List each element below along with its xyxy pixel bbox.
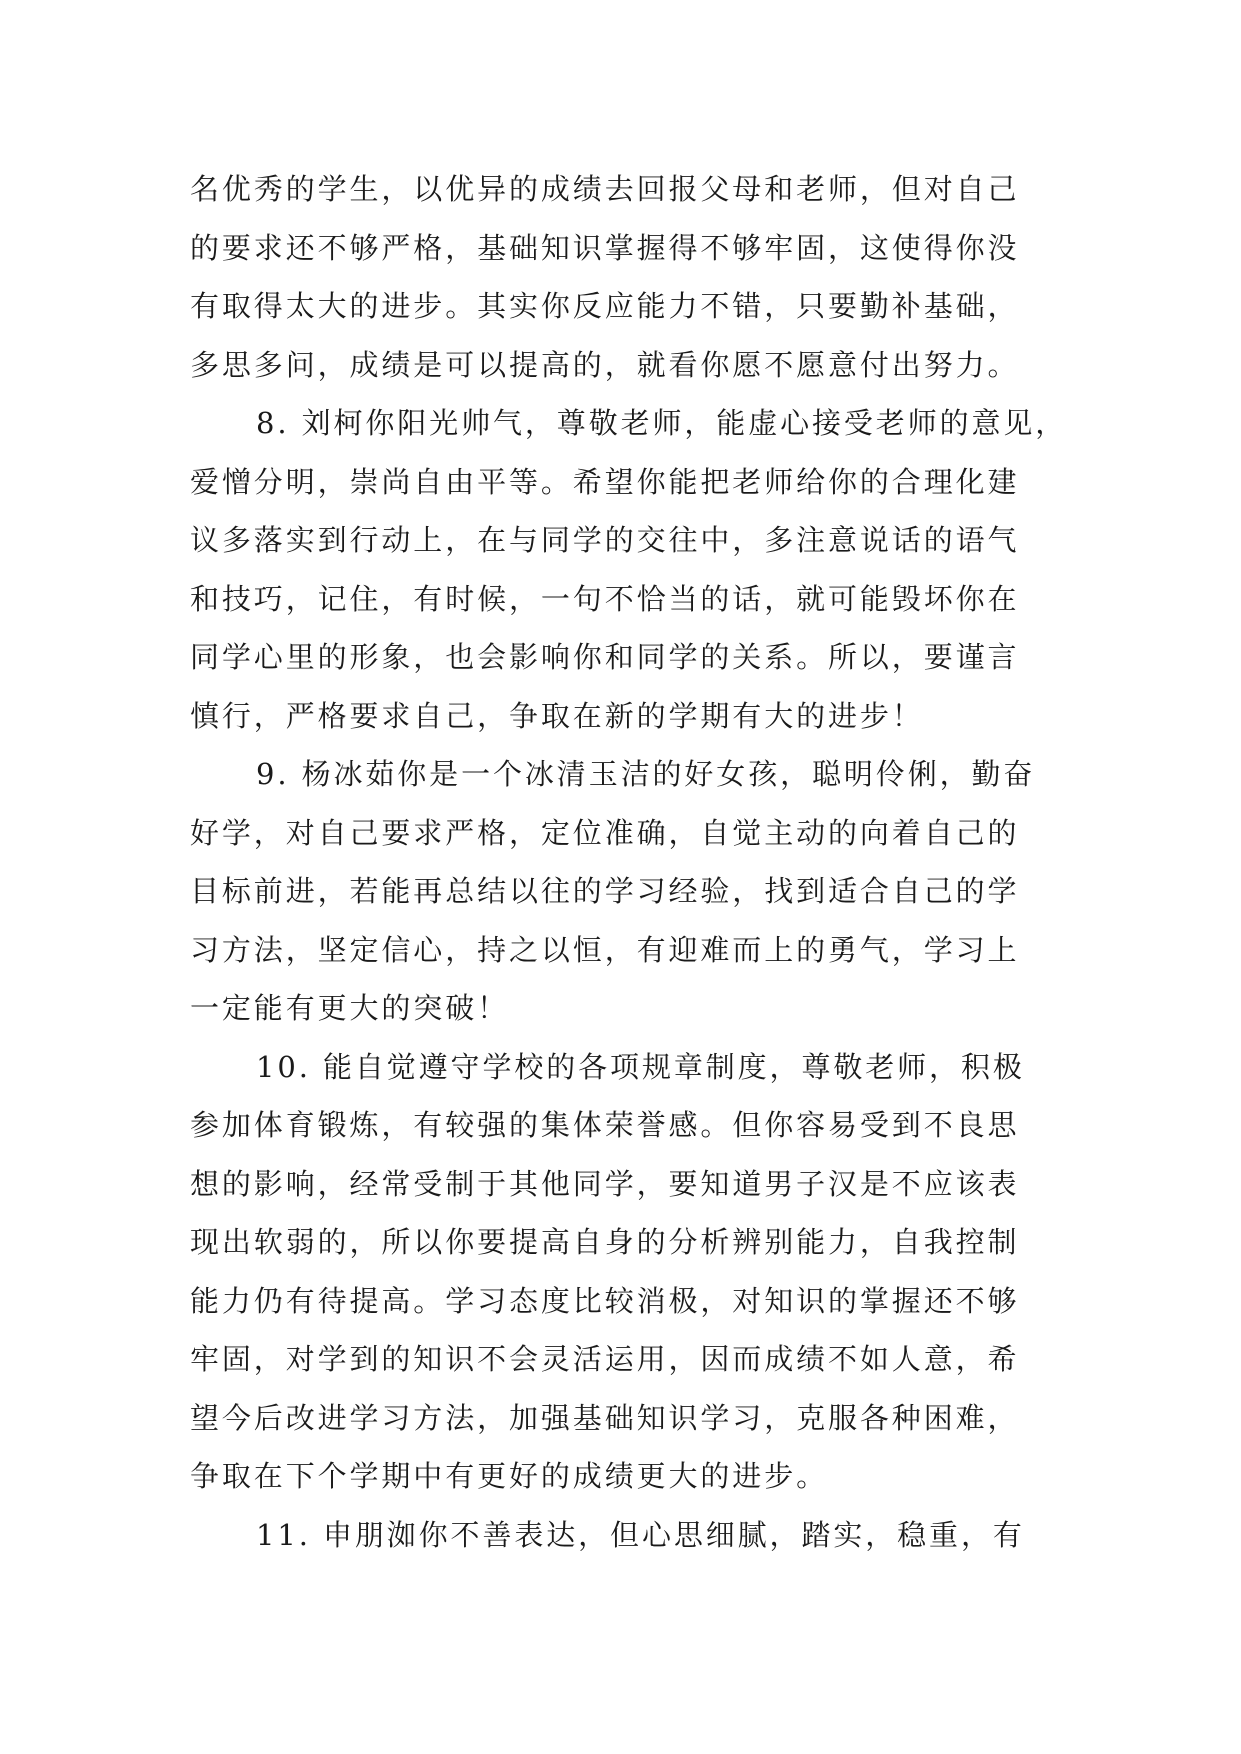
text-line: 好学，对自己要求严格，定位准确，自觉主动的向着自己的	[190, 815, 1020, 850]
text-line: 争取在下个学期中有更好的成绩更大的进步。	[190, 1459, 829, 1493]
text-line: 名优秀的学生，以优异的成绩去回报父母和老师，但对自己	[190, 172, 1020, 206]
text-line: 同学心里的形象，也会影响你和同学的关系。所以，要谨言	[190, 640, 1020, 674]
text-line: 一定能有更大的突破！	[190, 991, 510, 1025]
text-line: 爱憎分明，崇尚自由平等。希望你能把老师给你的合理化建	[190, 464, 1020, 499]
paragraph-start-line: 11. 申朋洳你不善表达，但心思细腻，踏实，稳重，有	[256, 1517, 1025, 1552]
paragraph-start-line: 10. 能自觉遵守学校的各项规章制度，尊敬老师，积极	[256, 1049, 1025, 1084]
text-line: 参加体育锻炼，有较强的集体荣誉感。但你容易受到不良思	[190, 1108, 1020, 1142]
text-line: 和技巧，记住，有时候，一句不恰当的话，就可能毁坏你在	[190, 581, 1020, 616]
text-line: 慎行，严格要求自己，争取在新的学期有大的进步！	[190, 698, 924, 733]
paragraph-start-line: 9. 杨冰茹你是一个冰清玉洁的好女孩，聪明伶俐，勤奋	[256, 757, 1036, 791]
paragraph-start-line: 8. 刘柯你阳光帅气，尊敬老师，能虚心接受老师的意见，	[256, 406, 1068, 440]
text-line: 议多落实到行动上，在与同学的交往中，多注意说话的语气	[190, 523, 1020, 557]
text-line: 能力仍有待提高。学习态度比较消极，对知识的掌握还不够	[190, 1283, 1020, 1318]
text-line: 有取得太大的进步。其实你反应能力不错，只要勤补基础，	[190, 289, 1020, 323]
text-line: 目标前进，若能再总结以往的学习经验，找到适合自己的学	[190, 874, 1020, 908]
text-line: 望今后改进学习方法，加强基础知识学习，克服各种困难，	[190, 1400, 1020, 1435]
text-line: 习方法，坚定信心，持之以恒，有迎难而上的勇气，学习上	[190, 932, 1020, 967]
body-text	[190, 160, 1070, 1564]
text-line: 想的影响，经常受制于其他同学，要知道男子汉是不应该表	[190, 1166, 1020, 1201]
text-line: 牢固，对学到的知识不会灵活运用，因而成绩不如人意，希	[190, 1342, 1020, 1376]
text-line: 多思多问，成绩是可以提高的，就看你愿不愿意付出努力。	[190, 347, 1020, 382]
text-line: 的要求还不够严格，基础知识掌握得不够牢固，这使得你没	[190, 230, 1020, 265]
text-line: 现出软弱的，所以你要提高自身的分析辨别能力，自我控制	[190, 1225, 1020, 1259]
